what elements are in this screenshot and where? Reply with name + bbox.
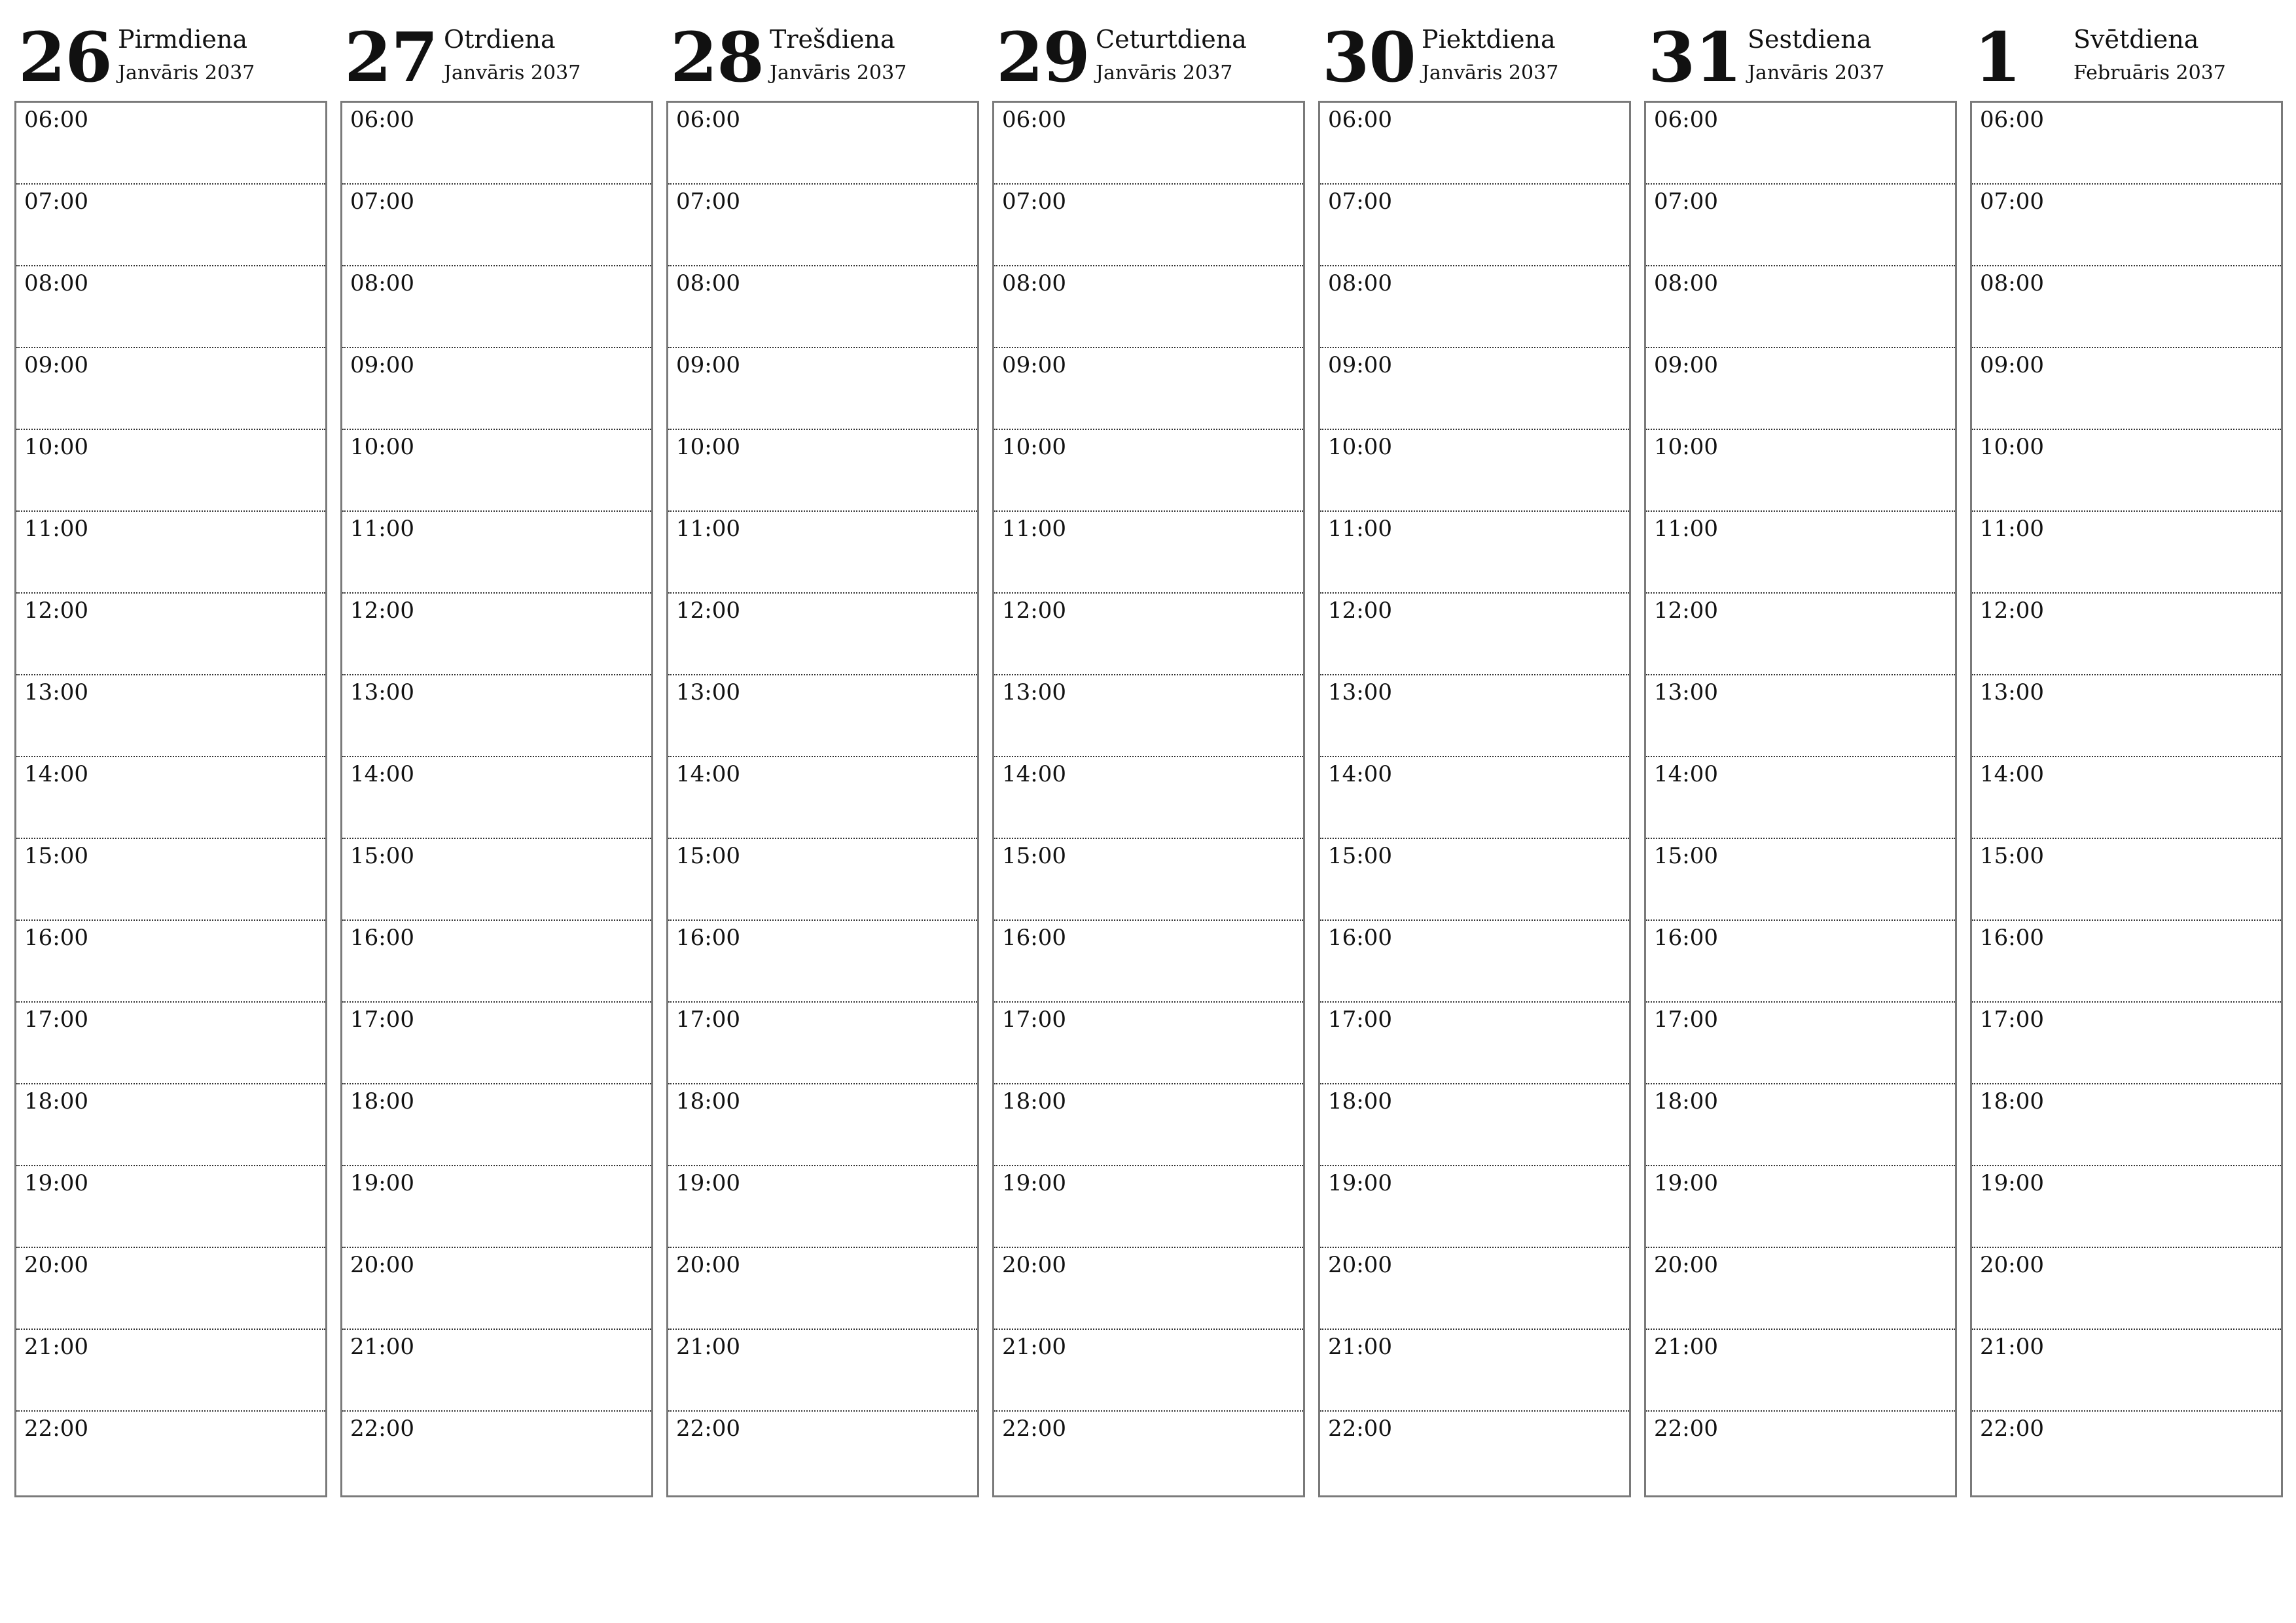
day-column: [666, 18, 978, 1500]
time-slot: [994, 1412, 1303, 1495]
time-slot: [1320, 103, 1629, 185]
time-slot-label: 06:00: [1654, 107, 1718, 133]
time-slot: [994, 1330, 1303, 1412]
time-slot-label: 12:00: [24, 597, 88, 624]
time-slot-label: 08:00: [350, 270, 414, 296]
time-slot-label: 16:00: [1328, 925, 1392, 951]
day-schedule-box: [992, 101, 1305, 1497]
time-slot-label: 06:00: [1328, 107, 1392, 133]
time-slot-label: 15:00: [1654, 843, 1718, 869]
time-slot-label: 16:00: [676, 925, 740, 951]
time-slot-label: 13:00: [1002, 679, 1066, 705]
time-slot: [1320, 675, 1629, 757]
time-slot: [1646, 103, 1955, 185]
time-slot: [994, 1084, 1303, 1166]
time-slot: [1646, 348, 1955, 430]
day-header: [1318, 18, 1630, 101]
time-slot-label: 20:00: [24, 1252, 88, 1278]
time-slot-label: 18:00: [1654, 1088, 1718, 1115]
time-slot-label: 10:00: [1654, 434, 1718, 460]
day-column: [1644, 18, 1956, 1500]
day-schedule-box: [1644, 101, 1957, 1497]
time-slot: [16, 1412, 325, 1495]
time-slot: [668, 839, 977, 921]
time-slot: [1972, 185, 2281, 266]
time-slot: [668, 1412, 977, 1495]
time-slot: [1320, 1166, 1629, 1248]
time-slot-label: 12:00: [350, 597, 414, 624]
day-name: Otrdiena: [444, 25, 556, 54]
time-slot: [994, 430, 1303, 512]
time-slot-label: 07:00: [1980, 188, 2044, 215]
time-slot-label: 06:00: [24, 107, 88, 133]
time-slot-label: 19:00: [24, 1170, 88, 1196]
time-slot: [1320, 1412, 1629, 1495]
time-slot: [16, 757, 325, 839]
time-slot-label: 10:00: [350, 434, 414, 460]
time-slot-label: 15:00: [1980, 843, 2044, 869]
time-slot: [16, 1248, 325, 1330]
time-slot: [1972, 512, 2281, 594]
time-slot: [342, 348, 651, 430]
time-slot-label: 20:00: [1654, 1252, 1718, 1278]
day-number: 27: [344, 17, 438, 98]
time-slot-label: 09:00: [676, 352, 740, 378]
time-slot: [1646, 1412, 1955, 1495]
time-slot-label: 13:00: [1980, 679, 2044, 705]
time-slot-label: 17:00: [1980, 1007, 2044, 1033]
time-slot: [342, 594, 651, 675]
time-slot: [1320, 921, 1629, 1003]
time-slot-label: 15:00: [676, 843, 740, 869]
time-slot: [994, 185, 1303, 266]
time-slot: [668, 1248, 977, 1330]
time-slot: [994, 1003, 1303, 1084]
time-slot: [1646, 675, 1955, 757]
time-slot-label: 22:00: [676, 1416, 740, 1442]
time-slot: [1320, 266, 1629, 348]
time-slot: [16, 430, 325, 512]
time-slot-label: 13:00: [676, 679, 740, 705]
time-slot-label: 22:00: [1654, 1416, 1718, 1442]
day-month-year: Janvāris 2037: [1422, 62, 1559, 84]
time-slot-label: 19:00: [1328, 1170, 1392, 1196]
time-slot-label: 20:00: [1980, 1252, 2044, 1278]
time-slot-label: 14:00: [676, 761, 740, 787]
time-slot-label: 11:00: [1328, 516, 1392, 542]
time-slot-label: 17:00: [24, 1007, 88, 1033]
day-column: [992, 18, 1304, 1500]
time-slot-label: 20:00: [350, 1252, 414, 1278]
time-slot-label: 18:00: [1002, 1088, 1066, 1115]
time-slot-label: 17:00: [676, 1007, 740, 1033]
day-number: 26: [18, 17, 112, 98]
time-slot: [16, 1166, 325, 1248]
day-header: [1970, 18, 2282, 101]
time-slot: [994, 839, 1303, 921]
time-slot-label: 09:00: [1328, 352, 1392, 378]
time-slot-label: 06:00: [1980, 107, 2044, 133]
time-slot: [1320, 594, 1629, 675]
time-slot-label: 21:00: [1980, 1334, 2044, 1360]
day-name: Trešdiena: [770, 25, 895, 54]
time-slot: [668, 675, 977, 757]
time-slot-label: 13:00: [350, 679, 414, 705]
time-slot: [1972, 1084, 2281, 1166]
time-slot: [668, 348, 977, 430]
time-slot: [1972, 1330, 2281, 1412]
day-number: 1: [1974, 17, 2021, 98]
time-slot: [1320, 512, 1629, 594]
time-slot-label: 18:00: [24, 1088, 88, 1115]
time-slot: [342, 1084, 651, 1166]
time-slot-label: 16:00: [1980, 925, 2044, 951]
time-slot-label: 19:00: [1002, 1170, 1066, 1196]
time-slot-label: 09:00: [24, 352, 88, 378]
day-name: Pirmdiena: [118, 25, 248, 54]
time-slot: [1646, 185, 1955, 266]
time-slot: [668, 921, 977, 1003]
time-slot: [668, 512, 977, 594]
time-slot-label: 17:00: [1002, 1007, 1066, 1033]
time-slot-label: 22:00: [1002, 1416, 1066, 1442]
time-slot: [668, 1166, 977, 1248]
time-slot-label: 07:00: [24, 188, 88, 215]
time-slot: [1646, 921, 1955, 1003]
time-slot-label: 10:00: [1980, 434, 2044, 460]
time-slot-label: 12:00: [1654, 597, 1718, 624]
time-slot: [994, 921, 1303, 1003]
time-slot-label: 09:00: [1002, 352, 1066, 378]
time-slot: [1972, 1166, 2281, 1248]
day-month-year: Janvāris 2037: [1748, 62, 1885, 84]
time-slot: [1646, 512, 1955, 594]
time-slot-label: 09:00: [1654, 352, 1718, 378]
time-slot: [1646, 757, 1955, 839]
time-slot: [342, 512, 651, 594]
time-slot-label: 11:00: [676, 516, 740, 542]
time-slot-label: 12:00: [1980, 597, 2044, 624]
day-column: [340, 18, 652, 1500]
time-slot: [668, 757, 977, 839]
time-slot-label: 07:00: [676, 188, 740, 215]
time-slot-label: 16:00: [24, 925, 88, 951]
time-slot: [16, 1330, 325, 1412]
time-slot-label: 18:00: [1980, 1088, 2044, 1115]
time-slot: [1320, 1084, 1629, 1166]
time-slot: [16, 266, 325, 348]
time-slot-label: 21:00: [676, 1334, 740, 1360]
day-name: Sestdiena: [1748, 25, 1872, 54]
time-slot-label: 09:00: [1980, 352, 2044, 378]
time-slot: [342, 430, 651, 512]
time-slot-label: 06:00: [350, 107, 414, 133]
time-slot-label: 22:00: [24, 1416, 88, 1442]
time-slot: [342, 921, 651, 1003]
time-slot: [1972, 1248, 2281, 1330]
day-number: 30: [1322, 17, 1416, 98]
time-slot: [1646, 594, 1955, 675]
time-slot-label: 14:00: [350, 761, 414, 787]
time-slot-label: 19:00: [1980, 1170, 2044, 1196]
time-slot: [1972, 348, 2281, 430]
time-slot: [1320, 1248, 1629, 1330]
day-column: [1318, 18, 1630, 1500]
time-slot: [994, 512, 1303, 594]
day-month-year: Janvāris 2037: [1096, 62, 1233, 84]
time-slot: [1972, 594, 2281, 675]
time-slot-label: 18:00: [350, 1088, 414, 1115]
time-slot: [342, 1003, 651, 1084]
day-schedule-box: [1970, 101, 2283, 1497]
time-slot-label: 19:00: [676, 1170, 740, 1196]
time-slot-label: 08:00: [676, 270, 740, 296]
time-slot: [994, 1248, 1303, 1330]
time-slot-label: 11:00: [1980, 516, 2044, 542]
time-slot-label: 10:00: [1328, 434, 1392, 460]
time-slot: [1972, 757, 2281, 839]
day-number: 28: [670, 17, 764, 98]
time-slot-label: 20:00: [1002, 1252, 1066, 1278]
day-number: 31: [1648, 17, 1742, 98]
day-header: [14, 18, 326, 101]
time-slot-label: 16:00: [1002, 925, 1066, 951]
time-slot-label: 20:00: [1328, 1252, 1392, 1278]
time-slot: [342, 266, 651, 348]
time-slot-label: 14:00: [1002, 761, 1066, 787]
time-slot: [1646, 1330, 1955, 1412]
weekly-planner: [14, 18, 2282, 1500]
time-slot: [1646, 1248, 1955, 1330]
time-slot: [1972, 839, 2281, 921]
time-slot-label: 22:00: [1328, 1416, 1392, 1442]
time-slot: [1972, 1412, 2281, 1495]
time-slot: [16, 921, 325, 1003]
time-slot-label: 08:00: [1002, 270, 1066, 296]
day-header: [992, 18, 1304, 101]
day-schedule-box: [14, 101, 327, 1497]
day-header: [1644, 18, 1956, 101]
time-slot-label: 14:00: [1980, 761, 2044, 787]
time-slot-label: 09:00: [350, 352, 414, 378]
time-slot: [16, 103, 325, 185]
time-slot-label: 08:00: [1980, 270, 2044, 296]
day-month-year: Februāris 2037: [2073, 62, 2226, 84]
time-slot-label: 12:00: [676, 597, 740, 624]
day-month-year: Janvāris 2037: [770, 62, 907, 84]
time-slot: [16, 594, 325, 675]
time-slot: [342, 1248, 651, 1330]
time-slot-label: 11:00: [350, 516, 414, 542]
time-slot: [16, 1084, 325, 1166]
time-slot: [1320, 839, 1629, 921]
time-slot: [342, 1330, 651, 1412]
time-slot: [994, 675, 1303, 757]
time-slot-label: 15:00: [1328, 843, 1392, 869]
time-slot: [1972, 921, 2281, 1003]
time-slot: [342, 757, 651, 839]
time-slot-label: 20:00: [676, 1252, 740, 1278]
time-slot-label: 22:00: [350, 1416, 414, 1442]
time-slot: [1320, 1003, 1629, 1084]
time-slot: [1972, 266, 2281, 348]
time-slot-label: 08:00: [1328, 270, 1392, 296]
time-slot-label: 11:00: [1654, 516, 1718, 542]
time-slot: [994, 1166, 1303, 1248]
day-name: Ceturtdiena: [1096, 25, 1247, 54]
time-slot: [1972, 103, 2281, 185]
day-schedule-box: [666, 101, 979, 1497]
time-slot: [668, 430, 977, 512]
time-slot: [1646, 839, 1955, 921]
day-schedule-box: [340, 101, 653, 1497]
time-slot-label: 15:00: [24, 843, 88, 869]
time-slot: [342, 1412, 651, 1495]
time-slot-label: 10:00: [676, 434, 740, 460]
time-slot: [342, 675, 651, 757]
time-slot-label: 15:00: [350, 843, 414, 869]
time-slot-label: 21:00: [1002, 1334, 1066, 1360]
time-slot-label: 15:00: [1002, 843, 1066, 869]
time-slot-label: 07:00: [1002, 188, 1066, 215]
time-slot: [1972, 430, 2281, 512]
time-slot-label: 12:00: [1328, 597, 1392, 624]
time-slot: [668, 103, 977, 185]
time-slot: [16, 839, 325, 921]
time-slot-label: 18:00: [676, 1088, 740, 1115]
time-slot-label: 22:00: [1980, 1416, 2044, 1442]
time-slot: [16, 512, 325, 594]
time-slot: [668, 1003, 977, 1084]
time-slot: [1972, 1003, 2281, 1084]
time-slot: [994, 348, 1303, 430]
time-slot-label: 16:00: [1654, 925, 1718, 951]
time-slot: [1646, 430, 1955, 512]
time-slot: [668, 1330, 977, 1412]
time-slot-label: 06:00: [676, 107, 740, 133]
time-slot: [1646, 1166, 1955, 1248]
time-slot-label: 13:00: [1328, 679, 1392, 705]
time-slot-label: 16:00: [350, 925, 414, 951]
time-slot: [994, 757, 1303, 839]
time-slot: [342, 185, 651, 266]
time-slot-label: 17:00: [1328, 1007, 1392, 1033]
time-slot-label: 14:00: [1328, 761, 1392, 787]
time-slot-label: 21:00: [1328, 1334, 1392, 1360]
time-slot: [994, 594, 1303, 675]
time-slot: [1972, 675, 2281, 757]
time-slot: [1646, 266, 1955, 348]
day-header: [666, 18, 978, 101]
time-slot: [16, 675, 325, 757]
day-header: [340, 18, 652, 101]
time-slot: [342, 103, 651, 185]
day-column: [14, 18, 326, 1500]
time-slot: [1646, 1084, 1955, 1166]
time-slot: [668, 594, 977, 675]
day-name: Piektdiena: [1422, 25, 1556, 54]
time-slot-label: 21:00: [350, 1334, 414, 1360]
time-slot-label: 11:00: [24, 516, 88, 542]
day-column: [1970, 18, 2282, 1500]
day-month-year: Janvāris 2037: [444, 62, 581, 84]
time-slot-label: 08:00: [24, 270, 88, 296]
time-slot-label: 11:00: [1002, 516, 1066, 542]
time-slot-label: 06:00: [1002, 107, 1066, 133]
time-slot: [1320, 348, 1629, 430]
time-slot: [16, 185, 325, 266]
time-slot-label: 13:00: [24, 679, 88, 705]
time-slot-label: 07:00: [1328, 188, 1392, 215]
time-slot-label: 14:00: [24, 761, 88, 787]
time-slot-label: 10:00: [24, 434, 88, 460]
time-slot: [16, 1003, 325, 1084]
time-slot: [994, 103, 1303, 185]
time-slot-label: 08:00: [1654, 270, 1718, 296]
time-slot-label: 18:00: [1328, 1088, 1392, 1115]
time-slot: [342, 1166, 651, 1248]
time-slot-label: 21:00: [1654, 1334, 1718, 1360]
time-slot-label: 13:00: [1654, 679, 1718, 705]
time-slot: [1320, 1330, 1629, 1412]
time-slot: [1320, 430, 1629, 512]
time-slot: [994, 266, 1303, 348]
time-slot: [668, 266, 977, 348]
time-slot-label: 19:00: [350, 1170, 414, 1196]
time-slot-label: 07:00: [350, 188, 414, 215]
time-slot: [342, 839, 651, 921]
time-slot: [1320, 757, 1629, 839]
time-slot-label: 12:00: [1002, 597, 1066, 624]
day-name: Svētdiena: [2073, 25, 2199, 54]
time-slot: [16, 348, 325, 430]
time-slot: [1320, 185, 1629, 266]
day-month-year: Janvāris 2037: [118, 62, 255, 84]
time-slot-label: 19:00: [1654, 1170, 1718, 1196]
time-slot: [668, 185, 977, 266]
time-slot-label: 21:00: [24, 1334, 88, 1360]
time-slot: [668, 1084, 977, 1166]
day-schedule-box: [1318, 101, 1631, 1497]
time-slot-label: 17:00: [350, 1007, 414, 1033]
time-slot-label: 07:00: [1654, 188, 1718, 215]
time-slot-label: 14:00: [1654, 761, 1718, 787]
time-slot-label: 10:00: [1002, 434, 1066, 460]
time-slot: [1646, 1003, 1955, 1084]
day-number: 29: [996, 17, 1090, 98]
time-slot-label: 17:00: [1654, 1007, 1718, 1033]
